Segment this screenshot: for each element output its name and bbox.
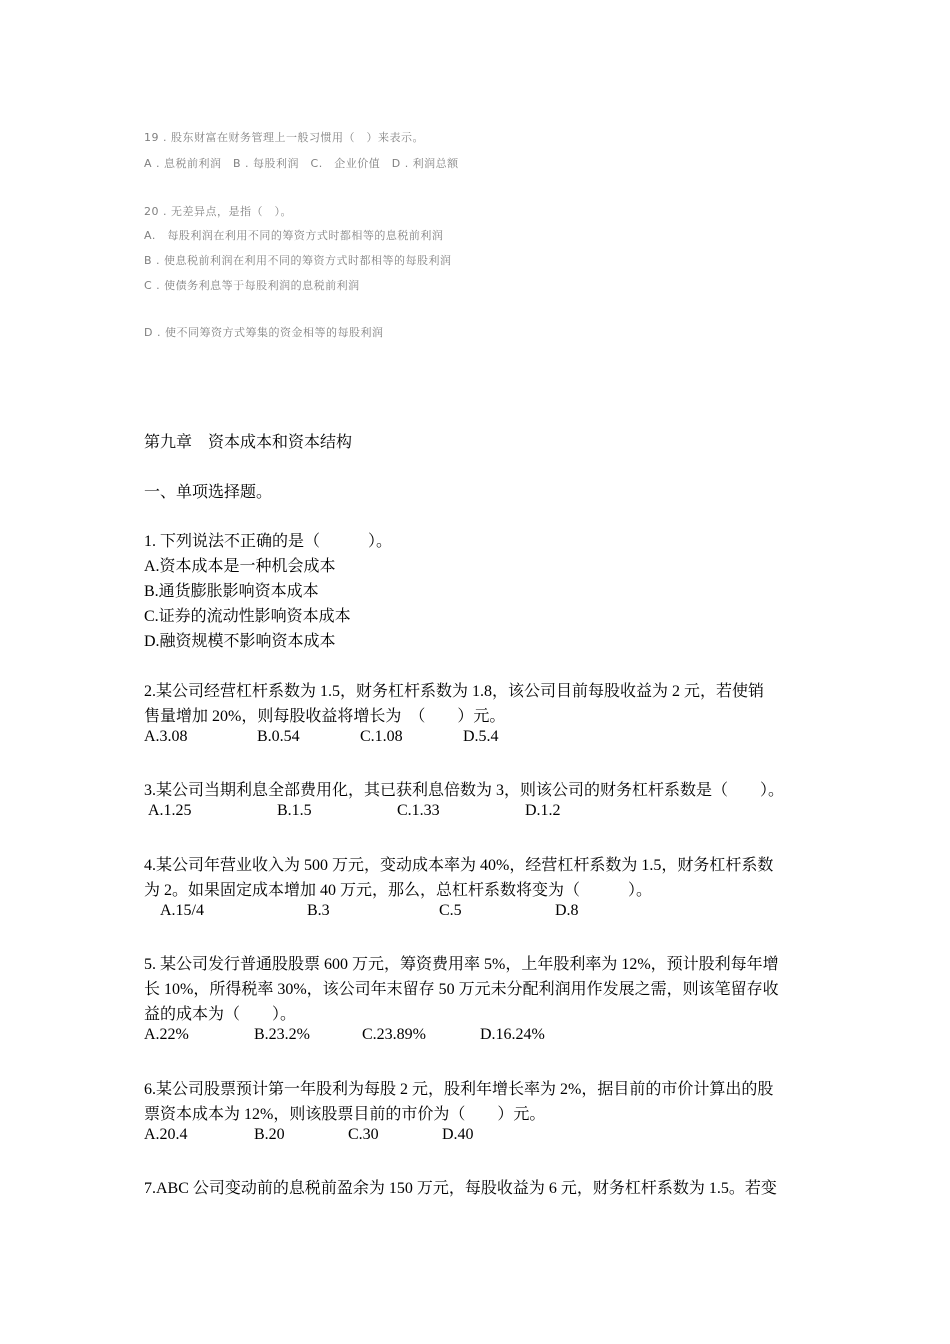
- q6-option-c: C.30: [348, 1126, 379, 1143]
- q1-stem: 1. 下列说法不正确的是（ ）。: [144, 533, 393, 550]
- q2-stem-line1: 2.某公司经营杠杆系数为 1.5，财务杠杆系数为 1.8，该公司目前每股收益为 2 元，若使销: [144, 683, 765, 700]
- q5-option-b: B.23.2%: [254, 1026, 310, 1043]
- q6-option-b: B.20: [254, 1126, 285, 1143]
- q20-option-c: C . 使债务利息等于每股利润的息税前利润: [144, 279, 360, 292]
- q4-option-c: C.5: [439, 902, 462, 919]
- q1-option-c: C.证券的流动性影响资本成本: [144, 608, 351, 625]
- q19-stem: 19 . 股东财富在财务管理上一般习惯用（ ）来表示。: [144, 131, 424, 144]
- q5-stem-line1: 5. 某公司发行普通股股票 600 万元，筹资费用率 5%，上年股利率为 12%，预计股利每年增: [144, 956, 779, 973]
- q6-stem-line1: 6.某公司股票预计第一年股利为每股 2 元，股利年增长率为 2%，据目前的市价计算出的股: [144, 1081, 774, 1098]
- q19-options: A . 息税前利润 B . 每股利润 C. 企业价值 D . 利润总额: [144, 157, 459, 170]
- q4-stem-line1: 4.某公司年营业收入为 500 万元，变动成本率为 40%，经营杠杆系数为 1.5，财务杠杆系数: [144, 857, 774, 874]
- q3-option-a: A.1.25: [148, 802, 192, 819]
- q1-option-a: A.资本成本是一种机会成本: [144, 558, 336, 575]
- q4-option-a: A.15/4: [160, 902, 204, 919]
- q3-option-c: C.1.33: [397, 802, 440, 819]
- q2-stem-line2: 售量增加 20%，则每股收益将增长为 （ ）元。: [144, 708, 506, 725]
- q5-option-c: C.23.89%: [362, 1026, 426, 1043]
- q3-stem: 3.某公司当期利息全部费用化，其已获利息倍数为 3，则该公司的财务杠杆系数是（ ）。: [144, 782, 785, 799]
- chapter-title: 第九章 资本成本和资本结构: [144, 434, 353, 451]
- q3-option-d: D.1.2: [525, 802, 561, 819]
- q2-option-b: B.0.54: [257, 728, 300, 745]
- q2-option-c: C.1.08: [360, 728, 403, 745]
- q2-option-a: A.3.08: [144, 728, 188, 745]
- q3-option-b: B.1.5: [277, 802, 312, 819]
- q6-option-d: D.40: [442, 1126, 474, 1143]
- q2-option-d: D.5.4: [463, 728, 499, 745]
- q20-stem: 20 . 无差异点，是指（ ）。: [144, 205, 292, 218]
- q4-stem-line2: 为 2。如果固定成本增加 40 万元，那么，总杠杆系数将变为（ ）。: [144, 882, 653, 899]
- q5-stem-line2: 长 10%，所得税率 30%，该公司年末留存 50 万元未分配利润用作发展之需，则该笔留存收: [144, 981, 779, 998]
- q4-option-b: B.3: [307, 902, 330, 919]
- q20-option-a: A. 每股利润在利用不同的筹资方式时都相等的息税前利润: [144, 229, 444, 242]
- q5-option-a: A.22%: [144, 1026, 189, 1043]
- section-title: 一、单项选择题。: [144, 484, 273, 501]
- q20-option-b: B . 使息税前利润在利用不同的筹资方式时都相等的每股利润: [144, 254, 452, 267]
- q6-option-a: A.20.4: [144, 1126, 188, 1143]
- q7-stem-line1: 7.ABC 公司变动前的息税前盈余为 150 万元，每股收益为 6 元，财务杠杆系数为 1.5。若变: [144, 1180, 777, 1197]
- q4-option-d: D.8: [555, 902, 579, 919]
- q20-option-d: D . 使不同筹资方式筹集的资金相等的每股利润: [144, 326, 384, 339]
- q5-option-d: D.16.24%: [480, 1026, 545, 1043]
- q1-option-d: D.融资规模不影响资本成本: [144, 633, 336, 650]
- q6-stem-line2: 票资本成本为 12%，则该股票目前的市价为（ ）元。: [144, 1106, 546, 1123]
- q5-stem-line3: 益的成本为（ ）。: [144, 1006, 297, 1023]
- q1-option-b: B.通货膨胀影响资本成本: [144, 583, 319, 600]
